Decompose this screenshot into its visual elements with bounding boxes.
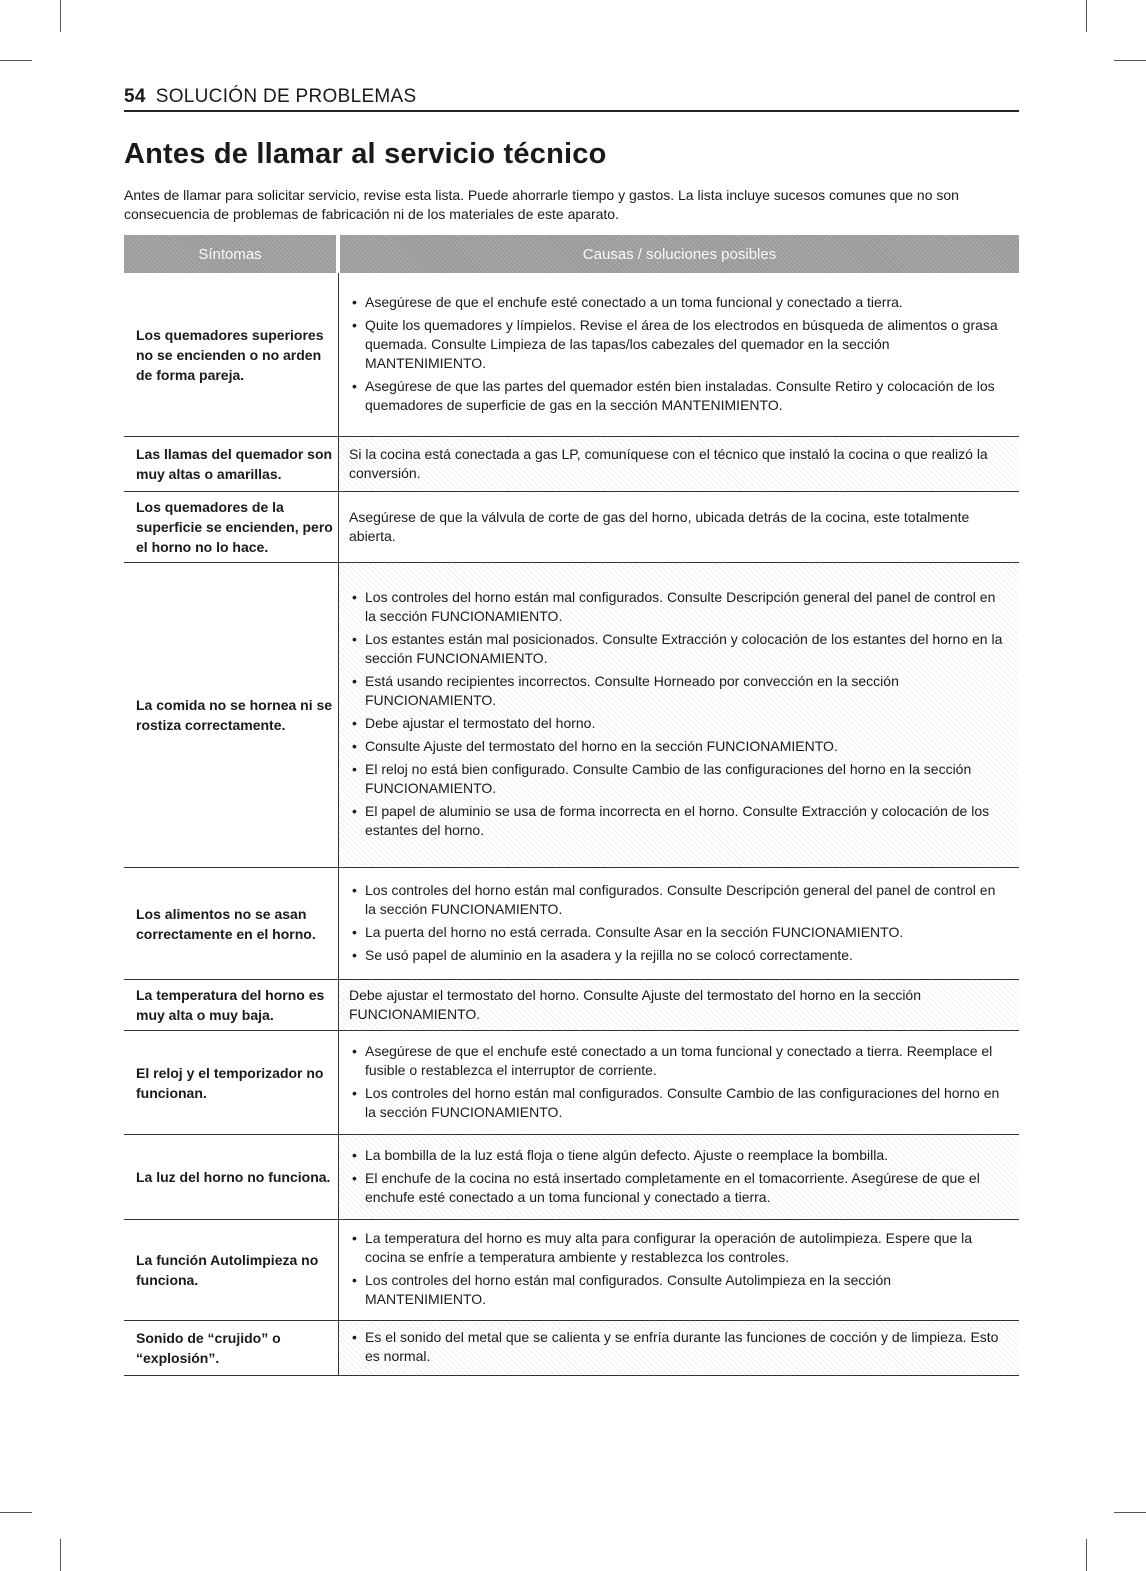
symptom-cell: La comida no se hornea ni se rostiza correctamente.	[136, 697, 333, 733]
crop-mark	[1086, 0, 1087, 32]
list-item: • Los controles del horno están mal configurados. Consulte Descripción general del panel de control en la sección FUNCIONAMIENTO.	[349, 881, 1007, 919]
list-item: • Asegúrese de que el enchufe esté conectado a un toma funcional y conectado a tierra.	[349, 293, 1007, 312]
list-item: • Los controles del horno están mal configurados. Consulte Descripción general del panel de control en la sección FUNCIONAMIENTO.	[349, 588, 1007, 626]
list-item: • El enchufe de la cocina no está insertado completamente en el tomacorriente. Asegúrese de que el enchufe esté conectado a un toma funcional y conectado a tierra.	[349, 1169, 1007, 1207]
crop-mark	[1114, 60, 1146, 61]
table-row	[124, 273, 1019, 437]
symptom-cell: Los quemadores superiores no se encienden o no arden de forma pareja.	[136, 326, 324, 383]
page-number: 54	[124, 86, 146, 107]
list-item: • Quite los quemadores y límpielos. Revise el área de los electrodos en búsqueda de alimentos o grasa quemada. Consulte Limpieza de las tapas/los cabezales del quemador en la sección MANTENIMIENTO.	[349, 316, 1007, 373]
table-row	[124, 1321, 1019, 1376]
list-item: • La puerta del horno no está cerrada. Consulte Asar en la sección FUNCIONAMIENTO.	[349, 923, 1007, 942]
header-symptoms: Síntomas	[124, 235, 336, 273]
symptom-cell: La función Autolimpieza no funciona.	[136, 1252, 319, 1288]
symptom-cell: La temperatura del horno es muy alta o muy baja.	[136, 987, 325, 1023]
table-row	[124, 1220, 1019, 1321]
solution-cell	[338, 437, 1019, 491]
solution-cell	[338, 980, 1019, 1030]
symptom-cell: La luz del horno no funciona.	[136, 1169, 331, 1185]
page-header	[124, 86, 1019, 112]
list-item: • El papel de aluminio se usa de forma incorrecta en el horno. Consulte Extracción y colocación de los estantes del horno.	[349, 802, 1007, 840]
list-item: • La temperatura del horno es muy alta para configurar la operación de autolimpieza. Espere que la cocina se enfríe a temperatura ambiente y restablezca los controles.	[349, 1229, 1007, 1267]
list-item: • El reloj no está bien configurado. Consulte Cambio de las configuraciones del horno en la sección FUNCIONAMIENTO.	[349, 760, 1007, 798]
crop-mark	[60, 0, 61, 32]
intro-paragraph: Antes de llamar para solicitar servicio, revise esta lista. Puede ahorrarle tiempo y gastos. La lista incluye sucesos comunes que no son consecuencia de problemas de fabricación ni de los materiales de este aparato.	[124, 187, 959, 222]
header-causes: Causas / soluciones posibles	[340, 235, 1019, 273]
solution-text: Asegúrese de que la válvula de corte de gas del horno, ubicada detrás de la cocina, este totalmente abierta.	[349, 509, 970, 544]
solution-cell	[338, 273, 1019, 436]
crop-mark	[0, 60, 32, 61]
list-item: • Debe ajustar el termostato del horno.	[349, 714, 1007, 733]
crop-mark	[1114, 1512, 1146, 1513]
table-row	[124, 868, 1019, 980]
symptom-cell: Los alimentos no se asan correctamente en el horno.	[136, 905, 316, 942]
symptom-cell: Sonido de “crujido” o “explosión”.	[136, 1330, 281, 1366]
table-header	[124, 235, 1019, 273]
troubleshooting-table	[124, 235, 1019, 1376]
solution-cell	[338, 563, 1019, 867]
list-item: • Es el sonido del metal que se calienta y se enfría durante las funciones de cocción y de limpieza. Esto es normal.	[349, 1328, 1007, 1366]
list-item: • Los controles del horno están mal configurados. Consulte Autolimpieza en la sección MANTENIMIENTO.	[349, 1271, 1007, 1309]
list-item: • Está usando recipientes incorrectos. Consulte Horneado por convección en la sección FUNCIONAMIENTO.	[349, 672, 1007, 710]
table-row	[124, 492, 1019, 563]
symptom-cell: Los quemadores de la superficie se encienden, pero el horno no lo hace.	[136, 499, 333, 555]
table-row	[124, 563, 1019, 868]
page-title: Antes de llamar al servicio técnico	[124, 138, 607, 170]
list-item: • Los estantes están mal posicionados. Consulte Extracción y colocación de los estantes del horno en la sección FUNCIONAMIENTO.	[349, 630, 1007, 668]
crop-mark	[60, 1539, 61, 1571]
table-row	[124, 1031, 1019, 1135]
symptom-cell: Las llamas del quemador son muy altas o amarillas.	[136, 446, 333, 482]
solution-text: Si la cocina está conectada a gas LP, comuníquese con el técnico que instaló la cocina o que realizó la conversión.	[349, 446, 988, 481]
solution-cell	[338, 492, 1019, 562]
symptom-cell: El reloj y el temporizador no funcionan.	[136, 1064, 324, 1101]
crop-mark	[0, 1512, 32, 1513]
solution-cell	[338, 1135, 1019, 1219]
table-row	[124, 1135, 1019, 1220]
table-row	[124, 980, 1019, 1031]
solution-cell	[338, 1220, 1019, 1320]
list-item: • Se usó papel de aluminio en la asadera y la rejilla no se colocó correctamente.	[349, 946, 1007, 965]
list-item: • Consulte Ajuste del termostato del horno en la sección FUNCIONAMIENTO.	[349, 737, 1007, 756]
list-item: • Los controles del horno están mal configurados. Consulte Cambio de las configuraciones del horno en la sección FUNCIONAMIENTO.	[349, 1084, 1007, 1122]
list-item: • Asegúrese de que el enchufe esté conectado a un toma funcional y conectado a tierra. Reemplace el fusible o restablezca el interruptor de corriente.	[349, 1042, 1007, 1080]
section-title: SOLUCIÓN DE PROBLEMAS	[155, 86, 417, 107]
solution-text: Debe ajustar el termostato del horno. Consulte Ajuste del termostato del horno en la sección FUNCIONAMIENTO.	[349, 987, 921, 1022]
table-row	[124, 437, 1019, 492]
solution-cell	[338, 1321, 1019, 1375]
solution-cell	[338, 1031, 1019, 1134]
crop-mark	[1086, 1539, 1087, 1571]
list-item: • La bombilla de la luz está floja o tiene algún defecto. Ajuste o reemplace la bombilla.	[349, 1146, 1007, 1165]
list-item: • Asegúrese de que las partes del quemador estén bien instaladas. Consulte Retiro y colocación de los quemadores de superficie de gas en la sección MANTENIMIENTO.	[349, 377, 1007, 415]
solution-cell	[338, 868, 1019, 979]
